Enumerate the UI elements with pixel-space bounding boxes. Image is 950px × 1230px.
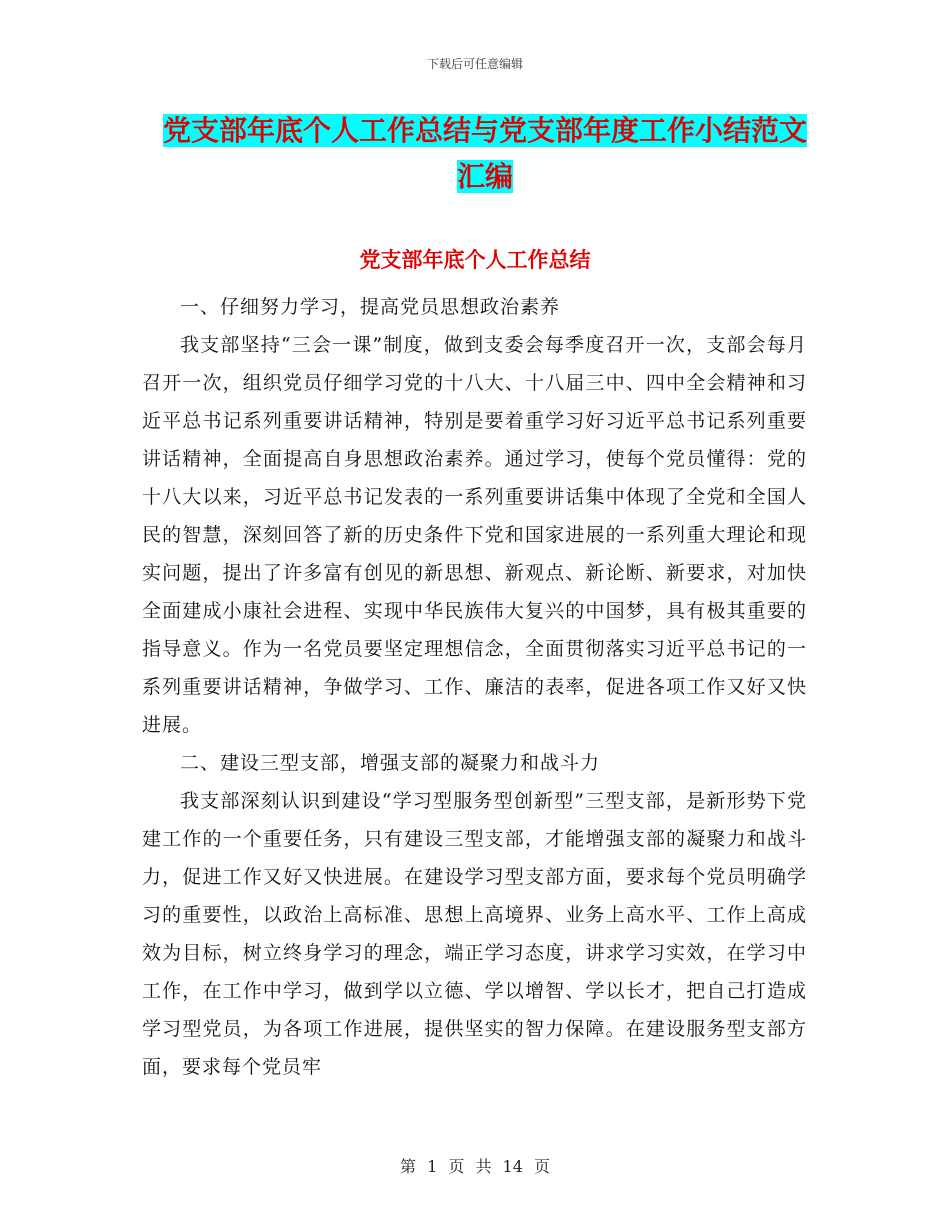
document-title-line2: 汇编: [456, 160, 513, 193]
paragraph: 二、建设三型支部，增强支部的凝聚力和战斗力: [180, 752, 601, 774]
paragraph: 我支部坚持“三会一课”制度，做到支委会每季度召开一次，支部会每月召开一次，组织党员仔细学习党的十八大、十八届三中、四中全会精神和习近平总书记系列重要讲话精神，特别是要着重学习好习近平总书记系列重要讲话精神，全面提高自身思想政治素养。通过学习，使每个党员懂得：党的十八大以来，习近平总书记发表的一系列重要讲话集中体现了全党和全国人民的智慧，深刻回答了新的历史条件下党和国家进展的一系列重大理论和现实问题，提出了许多富有创见的新思想、新观点、新论断、新要求，对加快全面建成小康社会进程、实现中华民族伟大复兴的中国梦，具有极其重要的指导意义。作为一名党员要坚定理想信念，全面贯彻落实习近平总书记的一系列重要讲话精神，争做学习、工作、廉洁的表率，促进各项工作又好又快进展。: [142, 334, 807, 736]
paragraph: 一、仔细努力学习，提高党员思想政治素养: [180, 296, 561, 318]
page-footer: 第 1 页 共 14 页: [400, 1157, 550, 1176]
header-note: 下载后可任意编辑: [426, 57, 523, 71]
document-title: [140, 108, 830, 200]
document-body: [142, 288, 807, 1086]
section-title: 党支部年底个人工作总结: [359, 247, 591, 272]
paragraph: 我支部深刻认识到建设“学习型服务型创新型”三型支部，是新形势下党建工作的一个重要任务，只有建设三型支部，才能增强支部的凝聚力和战斗力，促进工作又好又快进展。在建设学习型支部方面，要求每个党员明确学习的重要性，以政治上高标准、思想上高境界、业务上高水平、工作上高成效为目标，树立终身学习的理念，端正学习态度，讲求学习实效，在学习中工作，在工作中学习，做到学以立德、学以增智、学以长才，把自己打造成学习型党员，为各项工作进展，提供坚实的智力保障。在建设服务型支部方面，要求每个党员牢: [142, 790, 807, 1078]
document-title-line1: 党支部年底个人工作总结与党支部年度工作小结范文: [162, 114, 807, 147]
